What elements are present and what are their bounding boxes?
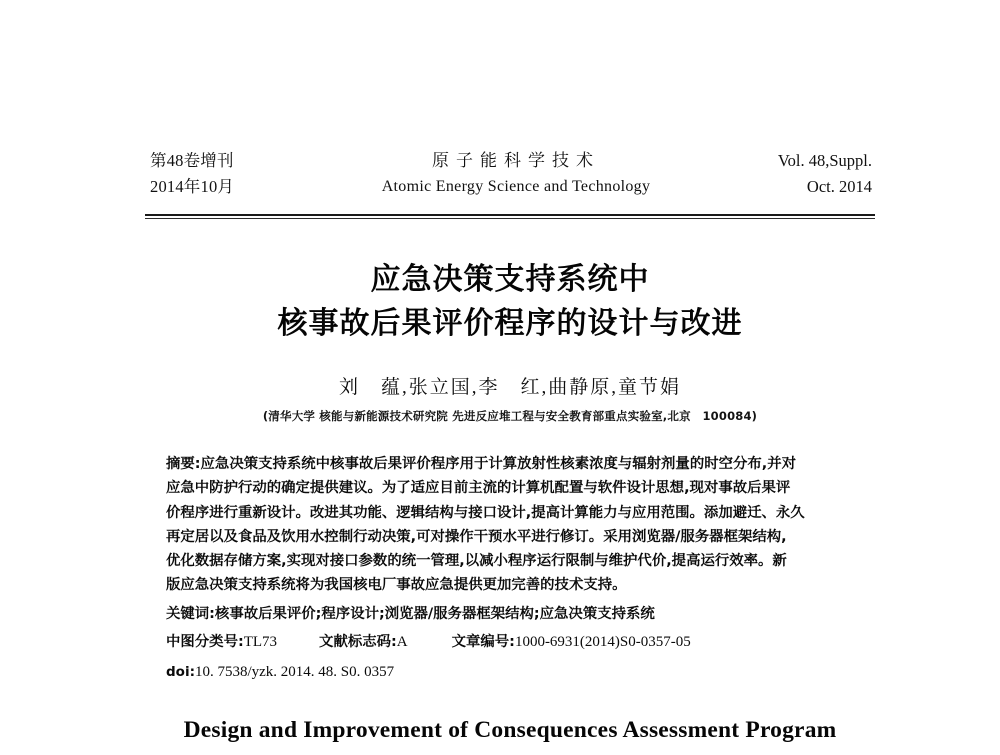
article-title-cn-line2: 核事故后果评价程序的设计与改进 [277,306,743,341]
abstract-block [166,452,838,684]
header-divider [145,214,875,219]
doi-value: 10. 7538/yzk. 2014. 48. S0. 0357 [194,663,395,680]
doi-label: doi: [166,663,195,680]
header-divider-thick [145,214,875,216]
abstract-line: 优化数据存储方案,实现对接口参数的统一管理,以减小程序运行限制与维护代价,提高运行效率。新 [166,553,787,570]
volume-issue-cn: 第48卷增刊 [150,151,234,170]
article-id-label: 文章编号: [451,633,515,650]
author-list: 刘 蕴,张立国,李 红,曲静原,童节娟 [338,377,681,398]
article-metadata-line [166,630,838,655]
article-title-cn [145,258,875,346]
journal-running-head [150,148,872,208]
journal-name-en: Atomic Energy Science and Technology [381,178,651,195]
article-title-cn-line1: 应急决策支持系统中 [370,262,650,297]
keywords-line: 关键词:核事故后果评价;程序设计;浏览器/服务器框架结构;应急决策支持系统 [166,605,655,622]
running-head-center [326,148,706,200]
abstract-line: 版应急决策支持系统将为我国核电厂事故应急提供更加完善的技术支持。 [166,577,627,594]
running-head-left [150,148,234,200]
clc-label: 中图分类号: [166,633,244,650]
volume-issue-en: Vol. 48,Suppl. [777,151,872,170]
abstract-line: 价程序进行重新设计。改进其功能、逻辑结构与接口设计,提高计算能力与应用范围。添加避迁、永久 [166,504,805,521]
issue-date-en: Oct. 2014 [806,177,872,196]
doi-line [166,660,838,684]
article-title-en-line2 [145,748,875,755]
article-id-value: 1000-6931(2014)S0-0357-05 [514,633,691,650]
abstract-line: 应急中防护行动的确定提供建议。为了适应目前主流的计算机配置与软件设计思想,现对事故后果评 [166,480,791,497]
document-code-label: 文献标志码: [319,633,397,650]
running-head-right [778,148,872,200]
document-code-value: A [396,633,408,650]
author-affiliation: (清华大学 核能与新能源技术研究院 先进反应堆工程与安全教育部重点实验室,北京 100084) [262,409,758,423]
issue-date-cn: 2014年10月 [150,177,235,196]
clc-value: TL73 [243,633,278,650]
header-divider-thin [145,218,875,219]
abstract-line: 摘要:应急决策支持系统中核事故后果评价程序用于计算放射性核素浓度与辐射剂量的时空分布,并对 [166,456,797,472]
abstract-line: 再定居以及食品及饮用水控制行动决策,可对操作干预水平进行修订。采用浏览器/服务器框架结构, [166,528,787,545]
journal-name-cn: 原子能科学技术 [432,151,600,170]
article-title-en-line1: Design and Improvement of Consequences Assessment Program [183,717,837,743]
